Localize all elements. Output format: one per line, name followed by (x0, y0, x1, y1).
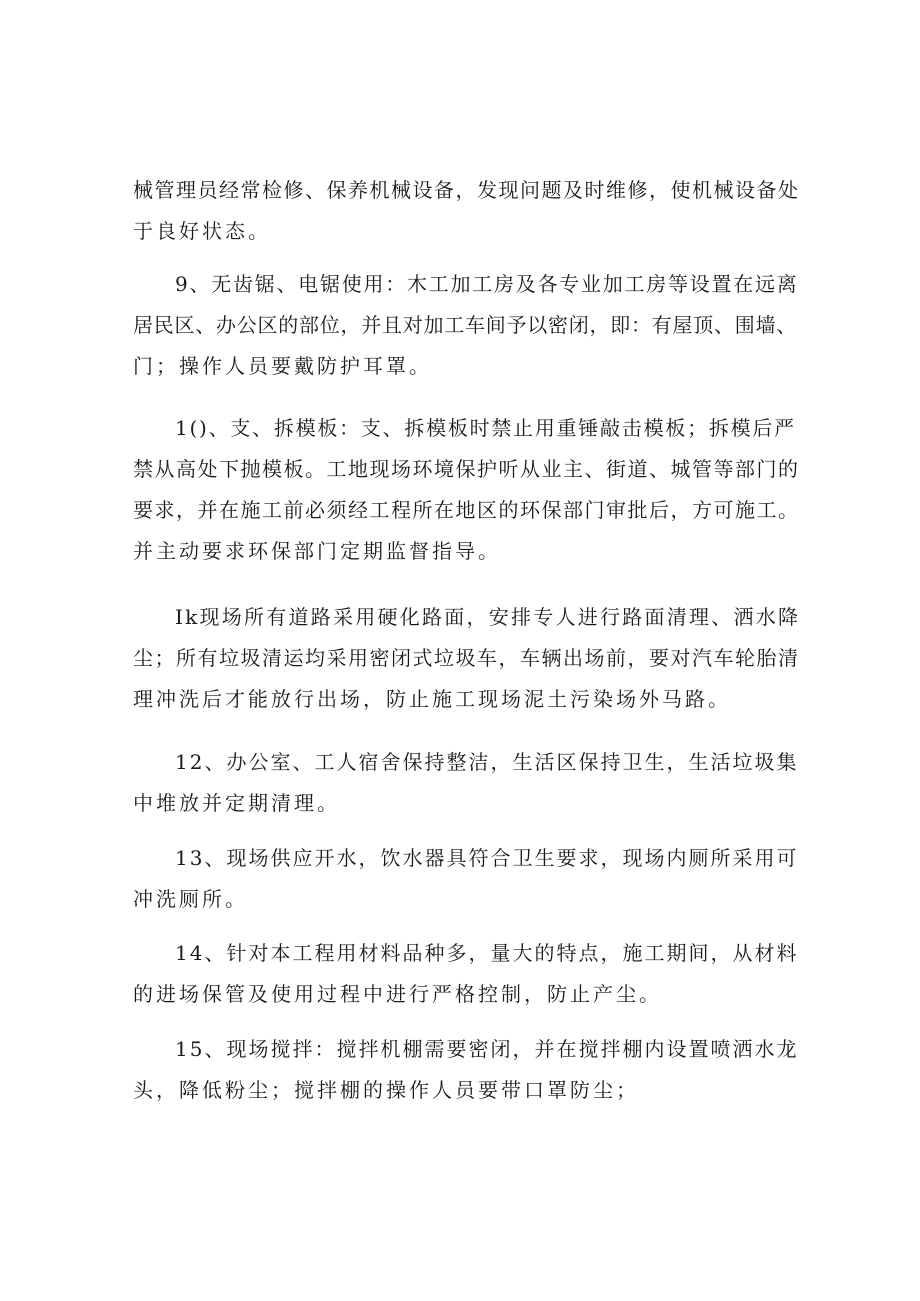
paragraph-8-continued (133, 170, 801, 252)
paragraph-13 (133, 838, 801, 920)
text-line: 冲洗厕所。 (133, 887, 248, 911)
paragraph-11 (133, 597, 801, 720)
paragraph-12 (133, 742, 801, 824)
text-line: 12、办公室、工人宿舍保持整洁，生活区保持卫生，生活垃圾集 (175, 750, 799, 774)
text-line: 尘；所有垃圾清运均采用密闭式垃圾车，车辆出场前，要对汽车轮胎清 (133, 646, 800, 670)
paragraph-10 (133, 408, 801, 572)
text-line: 械管理员经常检修、保养机械设备，发现问题及时维修，使机械设备处 (133, 178, 800, 202)
text-line: 理冲洗后才能放行出场，防止施工现场泥土污染场外马路。 (133, 687, 731, 711)
text-line: 13、现场供应开水，饮水器具符合卫生要求，现场内厕所采用可 (175, 846, 799, 870)
text-line: 1()、支、拆模板：支、拆模板时禁止用重锤敲击模板；拆模后严 (175, 416, 796, 440)
text-line: 禁从高处下抛模板。工地现场环境保护听从业主、街道、城管等部门的 (133, 457, 800, 481)
text-line: 门；操作人员要戴防护耳罩。 (133, 354, 432, 378)
paragraph-14 (133, 933, 801, 1015)
text-line: 头，降低粉尘；搅拌棚的操作人员要带口罩防尘； (133, 1078, 639, 1102)
text-line: 15、现场搅拌：搅拌机棚需要密闭，并在搅拌棚内设置喷洒水龙 (175, 1037, 799, 1061)
text-line: 中堆放并定期清理。 (133, 791, 340, 815)
text-line: Ik现场所有道路采用硬化路面，安排专人进行路面清理、洒水降 (175, 605, 801, 629)
text-line: 的进场保管及使用过程中进行严格控制，防止产尘。 (133, 982, 662, 1006)
text-line: 于良好状态。 (133, 219, 271, 243)
paragraph-9 (133, 264, 801, 387)
text-line: 要求，并在施工前必须经工程所在地区的环保部门审批后，方可施工。 (133, 498, 800, 522)
text-line: 14、针对本工程用材料品种多，量大的特点，施工期间，从材料 (175, 941, 799, 965)
text-line: 居民区、办公区的部位，并且对加工车间予以密闭，即：有屋顶、围墙、 (133, 313, 797, 337)
text-line: 并主动要求环保部门定期监督指导。 (133, 539, 501, 563)
text-line: 9、无齿锯、电锯使用：木工加工房及各专业加工房等设置在远离 (175, 272, 799, 296)
paragraph-15 (133, 1029, 801, 1111)
